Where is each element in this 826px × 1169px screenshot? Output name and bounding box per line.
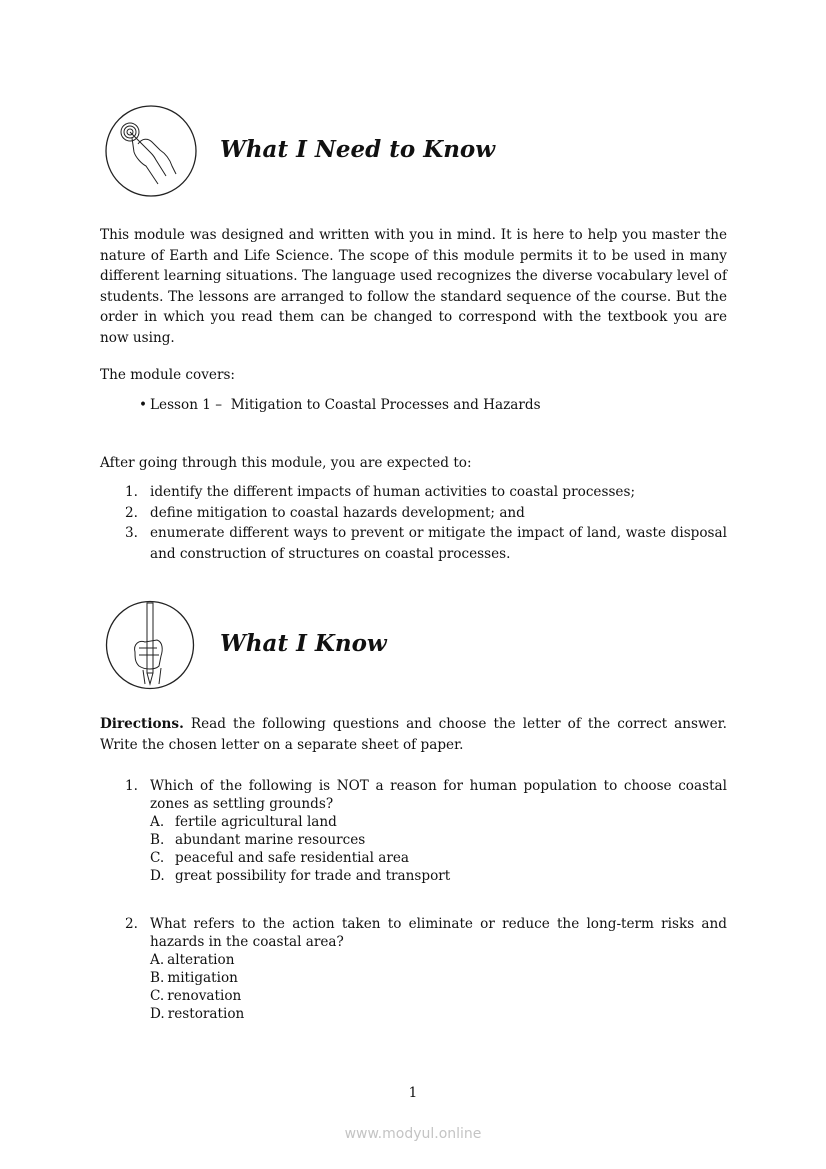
directions-paragraph [100,714,727,755]
item-number: 3. [125,525,138,541]
option-b [100,831,727,849]
watermark: www.modyul.online [344,1126,482,1142]
intro-paragraph: This module was designed and written with you in mind. It is here to help you master the nature of Earth and Life Science. The scope of this module permits it to be used in many different learning situations. The language used recognizes the diverse vocabulary level of students. The lessons are arranged to follow the standard sequence of the course. But the order in which you read them can be changed to correspond with the textbook you are now using. [100,227,727,346]
option-letter: D. [150,868,165,884]
list-item [100,523,727,564]
expected-label: After going through this module, you are expected to: [100,455,472,471]
option-letter: B. [150,970,165,986]
hand-holding-pencil-icon [105,600,195,690]
directions-text: Read the following questions and choose the letter of the correct answer. Write the chosen letter on a separate sheet of paper. [100,716,727,753]
item-text: define mitigation to coastal hazards development; and [150,504,525,521]
question-text: What refers to the action taken to eliminate or reduce the long-term risks and hazards in the coastal area? [150,916,727,950]
option-text: restoration [167,1006,245,1022]
question-number: 1. [125,778,138,794]
section-heading-what-i-know: What I Know [220,630,387,657]
question-text: Which of the following is NOT a reason for human population to choose coastal zones as settling grounds? [150,778,727,812]
option-text: peaceful and safe residential area [175,850,410,866]
question-1 [100,777,727,885]
directions-label: Directions. [100,716,184,732]
option-d [100,1005,727,1023]
option-d [100,867,727,885]
option-a [100,951,727,969]
option-text: abundant marine resources [175,832,366,848]
option-text: fertile agricultural land [175,814,337,830]
item-text: enumerate different ways to prevent or mitigate the impact of land, waste disposal and construction of structures on coastal processes. [150,525,727,562]
option-letter: C. [150,850,165,866]
option-letter: A. [150,952,165,968]
lesson-item: Lesson 1 – Mitigation to Coastal Processes and Hazards [150,397,541,413]
page-number: 1 [408,1085,418,1101]
option-b [100,969,727,987]
bullet-icon: • [139,397,148,413]
item-number: 2. [125,504,138,521]
option-a [100,813,727,831]
list-item [100,482,727,503]
option-text: great possibility for trade and transport [175,868,451,884]
option-text: mitigation [167,970,238,986]
item-number: 1. [125,484,138,500]
option-letter: B. [150,832,165,848]
section-heading-what-i-need-to-know: What I Need to Know [220,136,496,163]
option-letter: C. [150,988,165,1004]
question-number: 2. [125,916,138,932]
objectives-list [100,482,727,564]
option-c [100,987,727,1005]
hand-pointing-icon [104,104,198,198]
option-text: renovation [167,988,242,1004]
option-letter: A. [150,814,165,830]
covers-label: The module covers: [100,367,236,383]
option-letter: D. [150,1006,165,1022]
item-text: identify the different impacts of human activities to coastal processes; [150,484,636,500]
list-item [100,503,727,524]
option-c [100,849,727,867]
option-text: alteration [167,952,235,968]
question-2 [100,915,727,1023]
